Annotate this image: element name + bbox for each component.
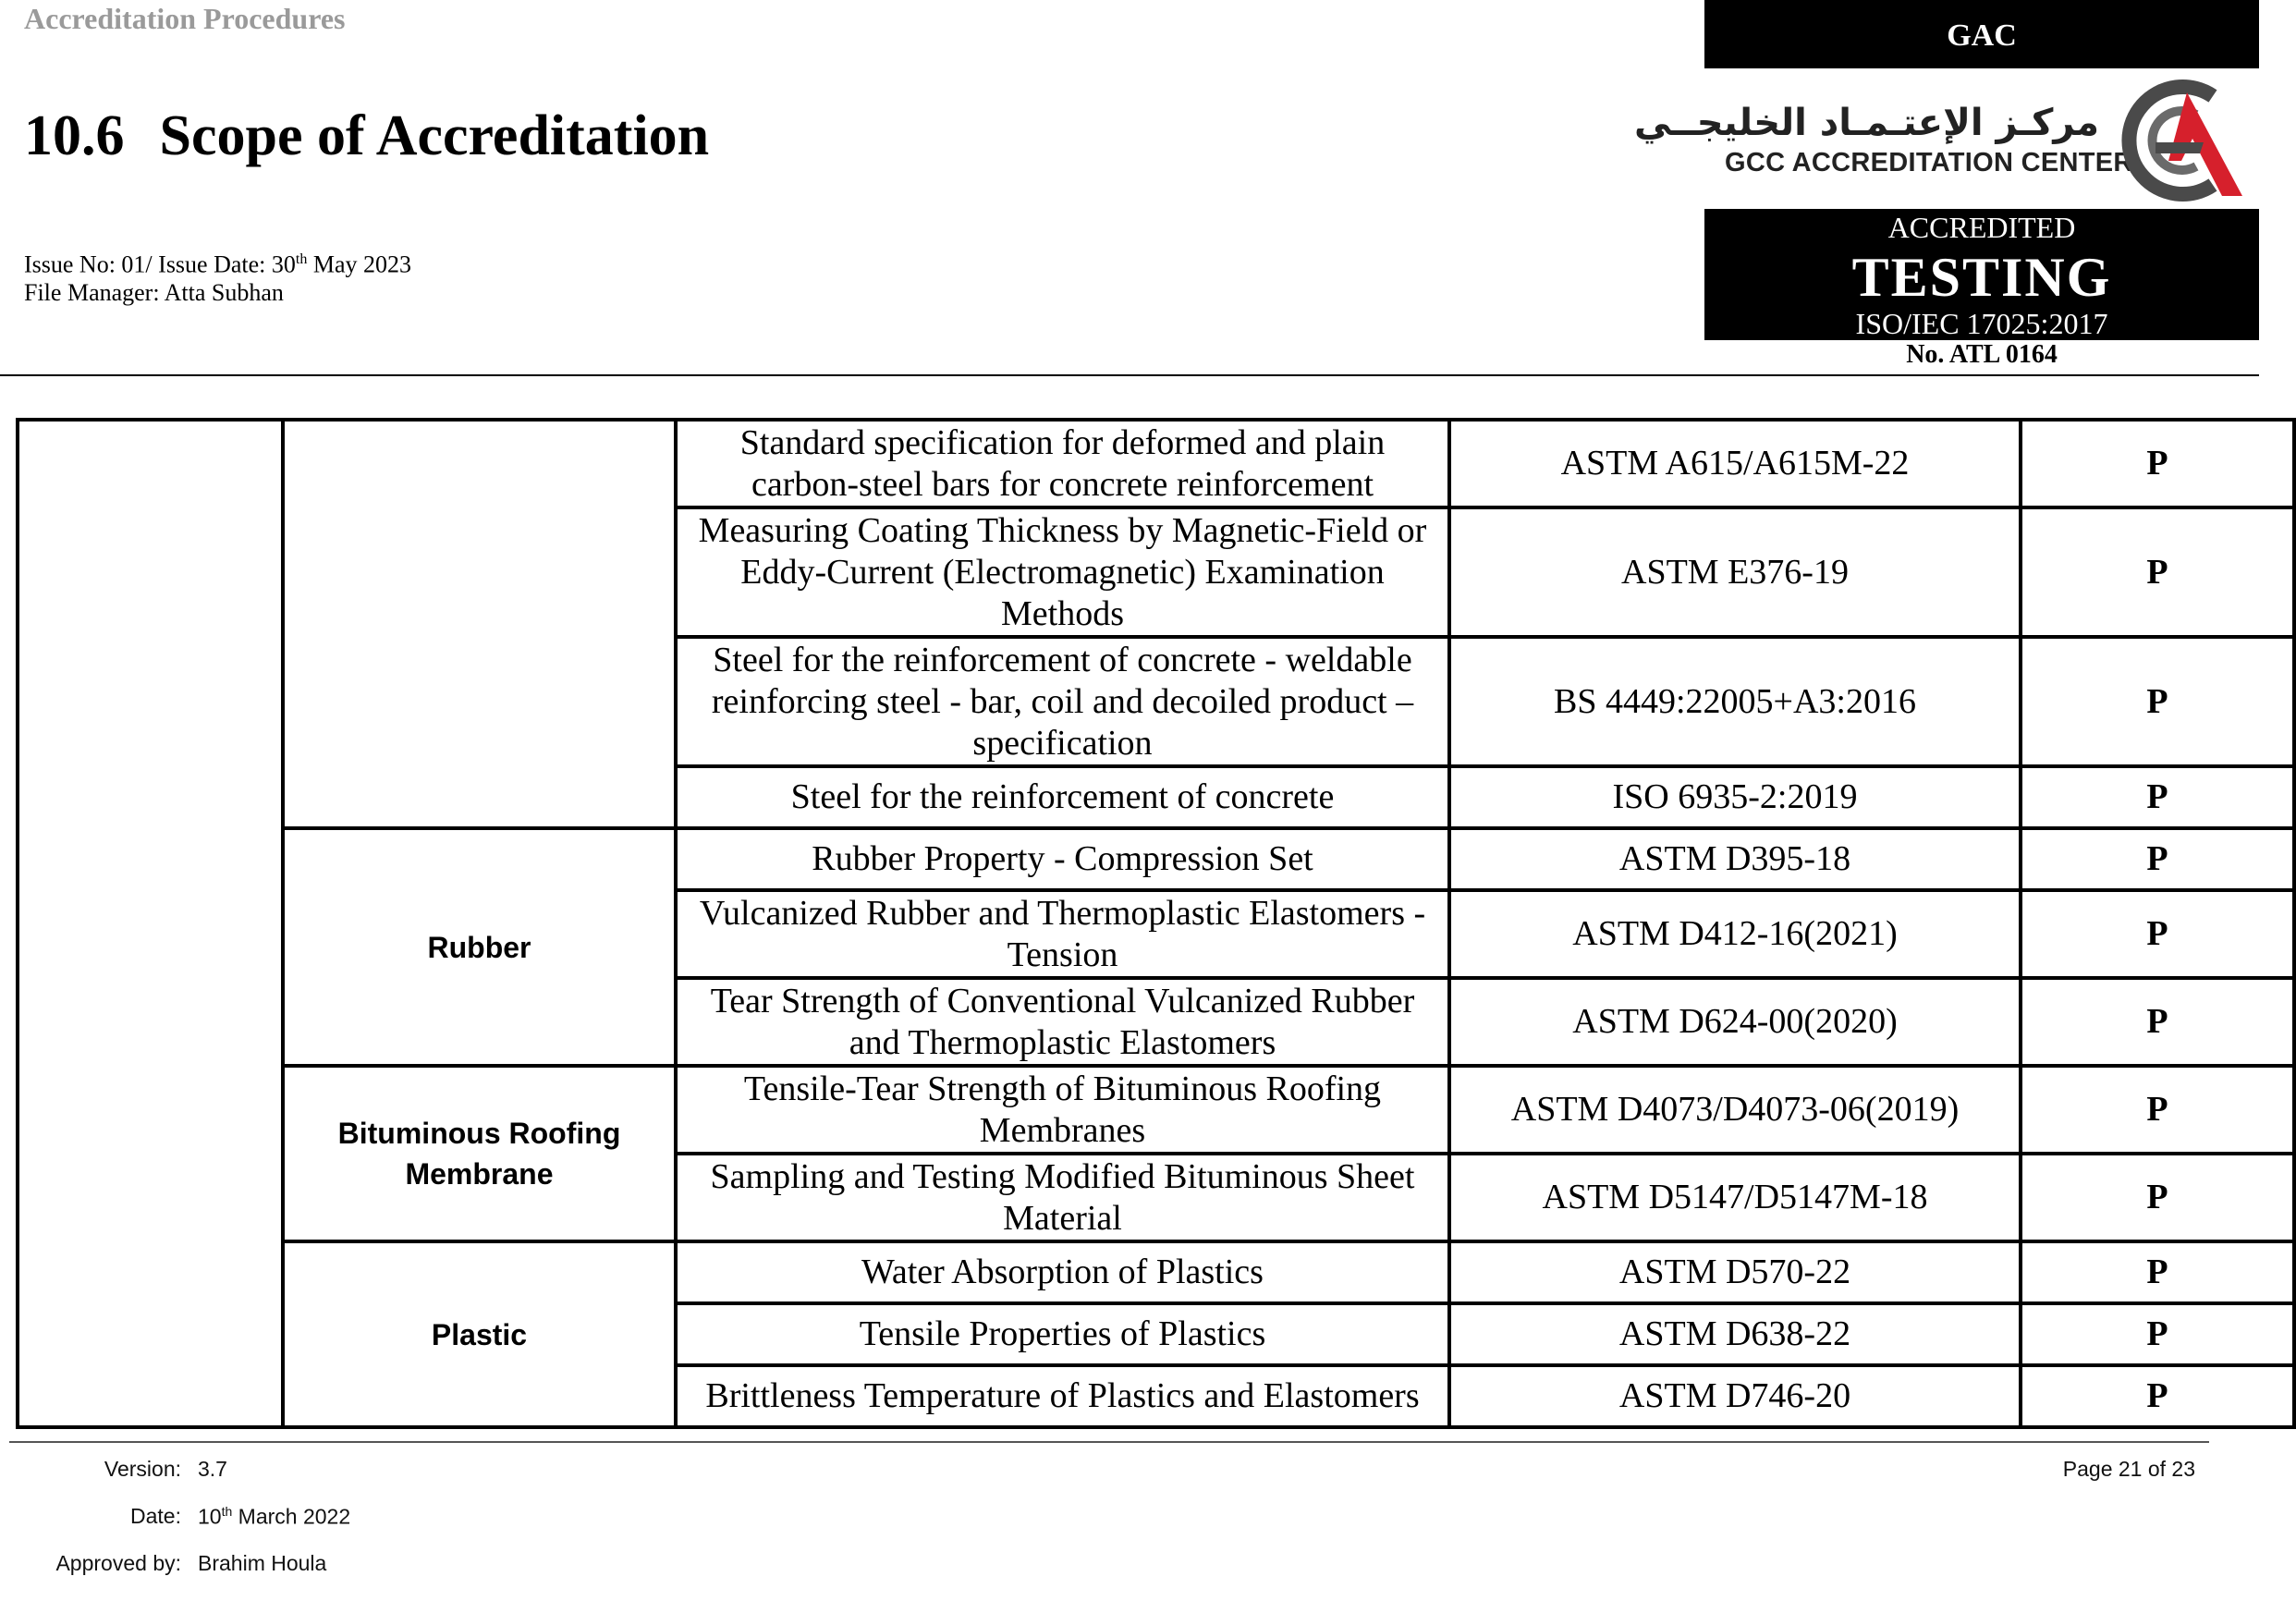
standard-cell: ASTM D395-18 (1449, 828, 2021, 890)
status-cell: P (2021, 1303, 2294, 1365)
page-title (24, 104, 709, 169)
standard-cell: ASTM D5147/D5147M-18 (1449, 1154, 2021, 1241)
accreditation-box (1704, 209, 2259, 340)
gac-bar: GAC (1704, 0, 2259, 68)
test-method-cell: Measuring Coating Thickness by Magnetic-Field or Eddy-Current (Electromagnetic) Examination Methods (676, 507, 1449, 637)
test-method-cell: Water Absorption of Plastics (676, 1241, 1449, 1303)
field-cell (18, 420, 283, 1427)
status-cell: P (2021, 637, 2294, 766)
status-cell: P (2021, 1154, 2294, 1241)
header-divider (0, 374, 2259, 376)
test-method-cell: Steel for the reinforcement of concrete - weldable reinforcing steel - bar, coil and decoiled product – specification (676, 637, 1449, 766)
standard-cell: ASTM D4073/D4073-06(2019) (1449, 1066, 2021, 1154)
version-label: Version: (104, 1457, 181, 1481)
table-row (18, 828, 2294, 890)
page-number: Page 21 of 23 (2062, 1457, 2195, 1481)
accreditation-number: No. ATL 0164 (1906, 340, 2058, 369)
test-method-cell: Steel for the reinforcement of concrete (676, 766, 1449, 828)
status-cell: P (2021, 890, 2294, 978)
section-title-text: Scope of Accreditation (159, 104, 710, 167)
test-method-cell: Tensile Properties of Plastics (676, 1303, 1449, 1365)
material-group-cell (283, 420, 676, 828)
approved-label: Approved by: (55, 1551, 181, 1575)
standard-cell: ASTM D570-22 (1449, 1241, 2021, 1303)
table-row (18, 1066, 2294, 1154)
accredited-label: ACCREDITED (1887, 211, 2076, 244)
status-cell: P (2021, 1365, 2294, 1427)
standard-cell: ASTM A615/A615M-22 (1449, 420, 2021, 507)
date-value: 10th March 2022 (198, 1504, 351, 1529)
status-cell: P (2021, 507, 2294, 637)
document-type-label: Accreditation Procedures (24, 2, 346, 35)
status-cell: P (2021, 420, 2294, 507)
test-method-cell: Tear Strength of Conventional Vulcanized Rubber and Thermoplastic Elastomers (676, 978, 1449, 1066)
status-cell: P (2021, 1066, 2294, 1154)
standard-cell: BS 4449:22005+A3:2016 (1449, 637, 2021, 766)
scope-table (16, 418, 2296, 1429)
table-row (18, 1241, 2294, 1303)
date-label: Date: (130, 1504, 181, 1528)
test-method-cell: Standard specification for deformed and plain carbon-steel bars for concrete reinforcement (676, 420, 1449, 507)
test-method-cell: Tensile-Tear Strength of Bituminous Roofing Membranes (676, 1066, 1449, 1154)
table-row (18, 420, 2294, 507)
standard-cell: ASTM E376-19 (1449, 507, 2021, 637)
group-bituminous-roofing-membrane: Bituminous Roofing Membrane (283, 1066, 676, 1241)
version-value: 3.7 (198, 1457, 227, 1481)
gac-logo-icon (2104, 76, 2252, 205)
group-plastic: Plastic (283, 1241, 676, 1427)
test-method-cell: Sampling and Testing Modified Bituminous Sheet Material (676, 1154, 1449, 1241)
status-cell: P (2021, 978, 2294, 1066)
logo-arabic-text: مركـز الإعتـمـاد الخليجــي (1633, 102, 2099, 144)
iso-standard-label: ISO/IEC 17025:2017 (1855, 307, 2108, 340)
test-method-cell: Brittleness Temperature of Plastics and Elastomers (676, 1365, 1449, 1427)
gcc-logo (1633, 74, 2259, 208)
standard-cell: ASTM D624-00(2020) (1449, 978, 2021, 1066)
status-cell: P (2021, 766, 2294, 828)
test-method-cell: Rubber Property - Compression Set (676, 828, 1449, 890)
status-cell: P (2021, 1241, 2294, 1303)
standard-cell: ASTM D746-20 (1449, 1365, 2021, 1427)
section-number: 10.6 (24, 104, 125, 167)
standard-cell: ASTM D412-16(2021) (1449, 890, 2021, 978)
group-rubber: Rubber (283, 828, 676, 1066)
testing-label: TESTING (1851, 247, 2112, 308)
standard-cell: ISO 6935-2:2019 (1449, 766, 2021, 828)
approved-value: Brahim Houla (198, 1551, 327, 1575)
footer-divider (9, 1441, 2209, 1443)
standard-cell: ASTM D638-22 (1449, 1303, 2021, 1365)
issue-line: Issue No: 01/ Issue Date: 30th May 2023 (24, 251, 412, 278)
status-cell: P (2021, 828, 2294, 890)
issue-info (24, 246, 411, 307)
test-method-cell: Vulcanized Rubber and Thermoplastic Elastomers - Tension (676, 890, 1449, 978)
file-manager-line: File Manager: Atta Subhan (24, 278, 284, 306)
logo-english-text: GCC ACCREDITATION CENTER (1725, 148, 2133, 177)
